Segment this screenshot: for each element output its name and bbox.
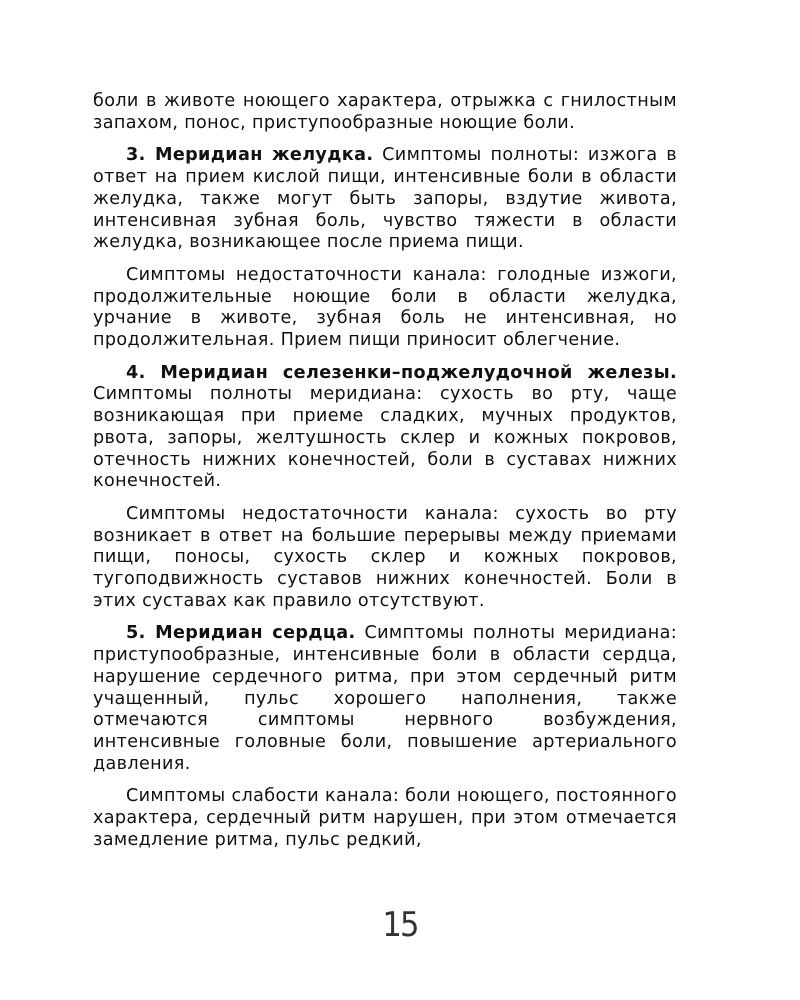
paragraph-heart-weakness (93, 786, 677, 851)
paragraph-stomach-meridian (93, 145, 677, 254)
paragraph-text: Симптомы недостаточности канала: голодные изжоги, продолжительные ноющие боли в области желудка, урчание в животе, зубная боль не интенсивная, но продолжительная. Прием пищи приносит облегчение. (93, 264, 677, 351)
paragraph-spleen-deficiency (93, 504, 677, 613)
paragraph-heart-meridian (93, 623, 677, 775)
paragraph-text: Симптомы полноты меридиана: сухость во рту, чаще возникающая при приеме сладких, мучных продуктов, рвота, запоры, желтушность склер и кожных покровов, отечность нижних конечностей, боли в суставах нижних конечностей. (93, 384, 677, 492)
page-body (93, 91, 677, 863)
section-heading-stomach: 3. Меридиан желудка. (126, 145, 374, 166)
paragraph-stomach-deficiency (93, 265, 677, 352)
section-heading-heart: 5. Меридиан сердца. (126, 623, 356, 644)
page-number: 15 (382, 905, 418, 945)
paragraph-text: Симптомы полноты меридиана: приступообразные, интенсивные боли в области сердца, нарушение сердечного ритма, при этом сердечный ритм учащенный, пульс хорошего наполнения, также отмечаются симптомы нервного возбуждения, интенсивные головные боли, повышение артериального давления. (93, 623, 677, 774)
paragraph-text: Симптомы слабости канала: боли ноющего, постоянного характера, сердечный ритм нарушен, при этом отмечается замедление ритма, пульс редкий, (93, 786, 677, 850)
paragraph-text: Симптомы полноты: изжога в ответ на прием кислой пищи, интенсивные боли в области желудка, также могут быть запоры, вздутие живота, интенсивная зубная боль, чувство тяжести в области желудка, возникающее после приема пищи. (93, 145, 677, 253)
paragraph-text: боли в животе ноющего характера, отрыжка с гнилостным запахом, понос, приступообразные ноющие боли. (93, 91, 677, 133)
paragraph-continuation (93, 91, 677, 134)
paragraph-spleen-meridian (93, 363, 677, 493)
section-heading-spleen: 4. Меридиан селезенки–поджелудочной железы. (126, 362, 677, 383)
paragraph-text: Симптомы недостаточности канала: сухость во рту возникает в ответ на большие перерывы между приемами пищи, поносы, сухость склер и кожных покровов, тугоподвижность суставов нижних конечностей. Боли в этих суставах как правило отсутствуют. (93, 503, 677, 611)
